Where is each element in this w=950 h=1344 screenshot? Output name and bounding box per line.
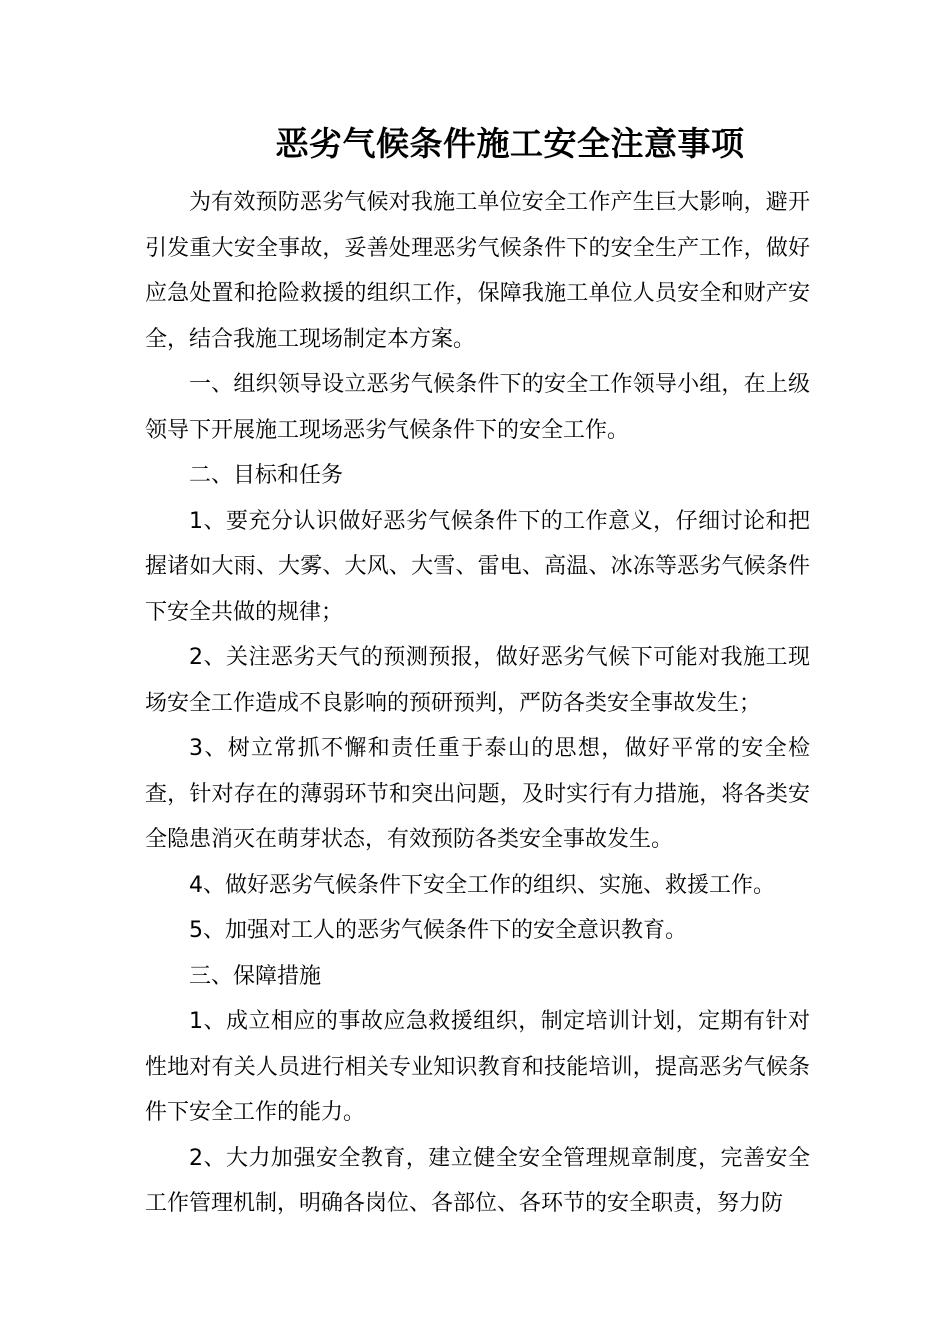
document-body: [145, 180, 810, 1227]
paragraph-section-2-heading: 二、目标和任务: [189, 463, 344, 488]
paragraph-task-5: 5、加强对工人的恶劣气候条件下的安全意识教育。: [189, 918, 687, 943]
paragraph-section-3-heading: 三、保障措施: [189, 963, 322, 989]
paragraph-intro: 为有效预防恶劣气候对我施工单位安全工作产生巨大影响，避开引发重大安全事故，妥善处理恶劣气候条件下的安全生产工作，做好应急处置和抢险救援的组织工作，保障我施工单位人员安全和财产安全，结合我施工现场制定本方案。: [145, 190, 810, 352]
paragraph-task-4: 4、做好恶劣气候条件下安全工作的组织、实施、救援工作。: [189, 872, 775, 898]
paragraph-measure-1: 1、成立相应的事故应急救援组织，制定培训计划，定期有针对性地对有关人员进行相关专业知识教育和技能培训，提高恶劣气候条件下安全工作的能力。: [145, 1009, 810, 1125]
paragraph-task-3: 3、树立常抓不懈和责任重于泰山的思想，做好平常的安全检查，针对存在的薄弱环节和突出问题，及时实行有力措施，将各类安全隐患消灭在萌芽状态，有效预防各类安全事故发生。: [145, 736, 810, 852]
paragraph-measure-2: 2、大力加强安全教育，建立健全安全管理规章制度，完善安全工作管理机制，明确各岗位、各部位、各环节的安全职责，努力防: [145, 1145, 810, 1216]
paragraph-task-1: 1、要充分认识做好恶劣气候条件下的工作意义，仔细讨论和把握诸如大雨、大雾、大风、大雪、雷电、高温、冰冻等恶劣气候条件下安全共做的规律；: [145, 508, 810, 625]
document-title: 恶劣气候条件施工安全注意事项: [275, 124, 745, 163]
paragraph-task-2: 2、关注恶劣天气的预测预报，做好恶劣气候下可能对我施工现场安全工作造成不良影响的预研预判，严防各类安全事故发生；: [145, 645, 810, 716]
paragraph-section-1: 一、组织领导设立恶劣气候条件下的安全工作领导小组，在上级领导下开展施工现场恶劣气候条件下的安全工作。: [145, 372, 810, 443]
